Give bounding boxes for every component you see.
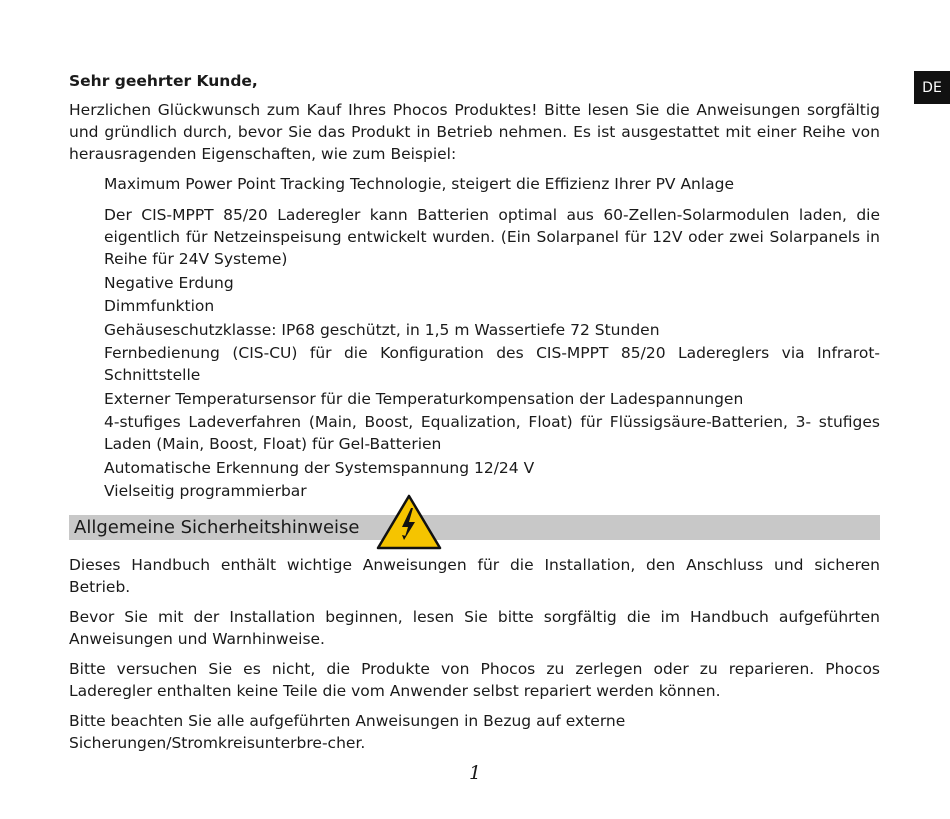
salutation: Sehr geehrter Kunde,	[69, 72, 258, 90]
feature-item: 4-stufiges Ladeverfahren (Main, Boost, Equalization, Float) für Flüssigsäure-Batterien, 3- stufiges Laden (Main, Boost, Float) für Gel-Batterien	[104, 413, 880, 453]
page-number: 1	[468, 762, 482, 784]
safety-paragraph: Dieses Handbuch enthält wichtige Anweisungen für die Installation, den Anschluss und sicheren Betrieb.	[69, 556, 880, 596]
feature-item: Vielseitig programmierbar	[104, 482, 307, 500]
feature-item: Der CIS-MPPT 85/20 Laderegler kann Batterien optimal aus 60-Zellen-Solarmodulen laden, die eigentlich für Netzeinspeisung entwickelt wurden. (Ein Solarpanel für 12V oder zwei Solarpanels in Reihe für 24V Systeme)	[104, 206, 880, 268]
safety-paragraph: Bitte versuchen Sie es nicht, die Produkte von Phocos zu zerlegen oder zu reparieren. Phocos Laderegler enthalten keine Teile die vom Anwender selbst repariert werden können.	[69, 660, 880, 700]
section-header	[69, 515, 880, 540]
intro-paragraph: Herzlichen Glückwunsch zum Kauf Ihres Phocos Produktes! Bitte lesen Sie die Anweisungen sorgfältig und gründlich durch, bevor Sie das Produkt in Betrieb nehmen. Es ist ausgestattet mit einer Reihe von herausragenden Eigenschaften, wie zum Beispiel:	[69, 101, 880, 163]
document-content	[69, 70, 880, 762]
feature-item: Fernbedienung (CIS-CU) für die Konfiguration des CIS-MPPT 85/20 Ladereglers via Infrarot-Schnittstelle	[104, 344, 880, 384]
language-tab: DE	[914, 71, 950, 104]
feature-item: Maximum Power Point Tracking Technologie, steigert die Effizienz Ihrer PV Anlage	[104, 175, 735, 193]
high-voltage-warning-icon	[375, 493, 443, 551]
safety-paragraph: Bevor Sie mit der Installation beginnen, lesen Sie bitte sorgfältig die im Handbuch aufgeführten Anweisungen und Warnhinweise.	[69, 608, 880, 648]
safety-paragraph: Bitte beachten Sie alle aufgeführten Anweisungen in Bezug auf externe Sicherungen/Stromkreisunterbre-cher.	[69, 712, 626, 752]
feature-item: Externer Temperatursensor für die Temperaturkompensation der Ladespannungen	[104, 389, 744, 408]
feature-list	[69, 173, 880, 502]
feature-item: Automatische Erkennung der Systemspannung 12/24 V	[104, 458, 535, 477]
feature-item: Gehäuseschutzklasse: IP68 geschützt, in 1,5 m Wassertiefe 72 Stunden	[104, 320, 660, 339]
feature-item: Dimmfunktion	[104, 297, 215, 315]
section-title: Allgemeine Sicherheitshinweise	[74, 517, 360, 538]
feature-item: Negative Erdung	[104, 273, 234, 292]
